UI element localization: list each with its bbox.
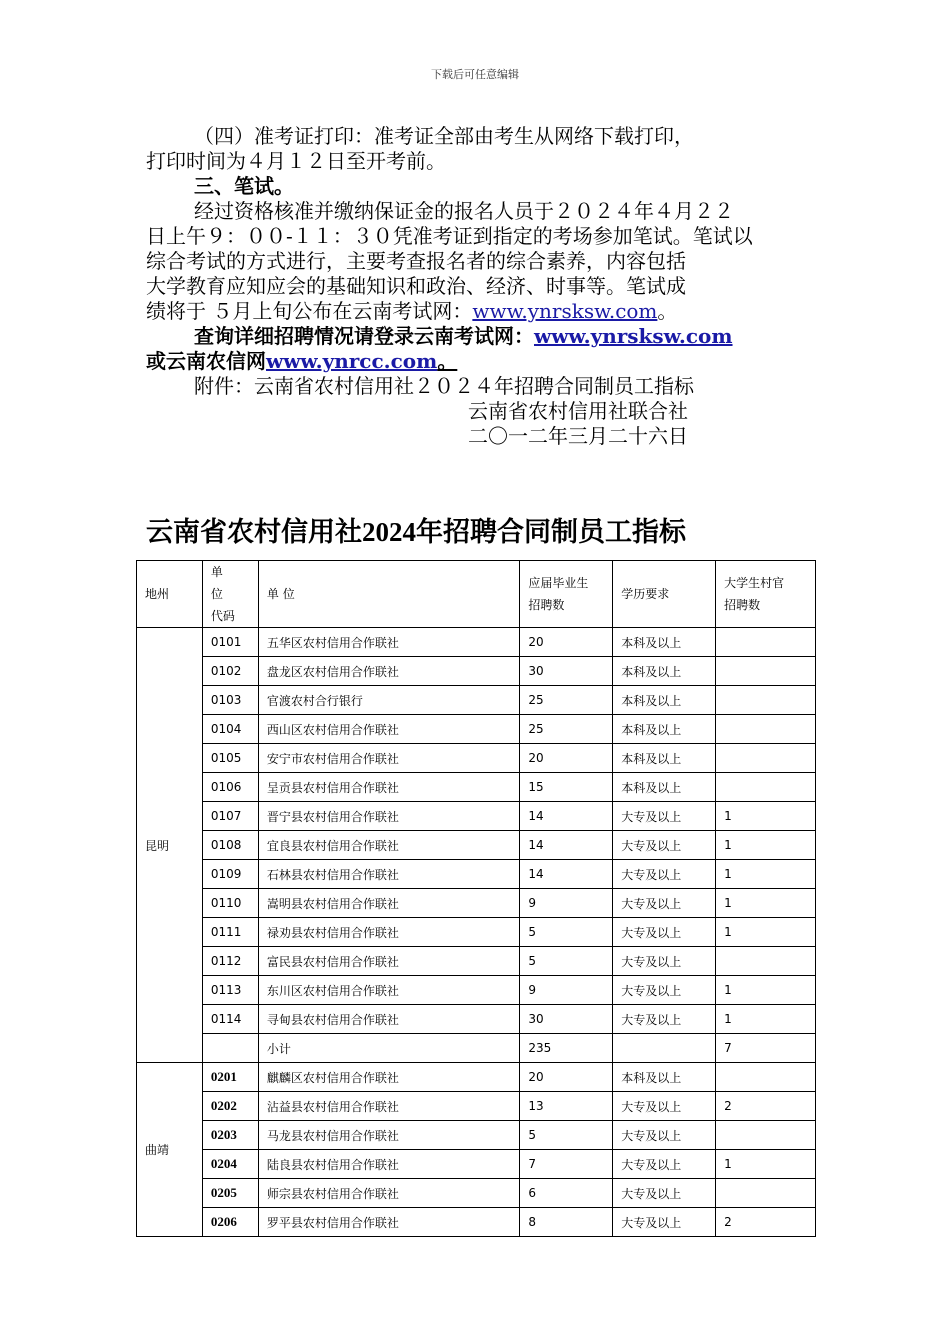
unit-name-cell: 富民县农村信用合作联社 [258,947,520,976]
village-official-count-cell [716,744,816,773]
village-official-count-cell: 1 [716,831,816,860]
unit-name-cell: 马龙县农村信用合作联社 [258,1121,520,1150]
table-row [137,1179,816,1208]
graduates-count-cell: 8 [520,1208,613,1237]
table-row [137,831,816,860]
education-requirement-cell: 大专及以上 [613,918,716,947]
graduates-count-cell: 30 [520,657,613,686]
graduates-count-cell: 25 [520,715,613,744]
village-official-count-cell [716,1179,816,1208]
recruitment-quota-table [136,560,816,1237]
empty-cell [613,1034,716,1063]
unit-code-cell: 0114 [202,1005,258,1034]
query-paragraph-cont [146,349,810,374]
col-header-village-line2: 招聘数 [724,598,761,612]
exam-paragraph-line: 大学教育应知应会的基础知识和政治、经济、时事等。笔试成 [146,274,686,298]
attachment-line: 附件：云南省农村信用社２０２４年招聘合同制员工指标 [194,374,694,398]
village-official-count-cell [716,1121,816,1150]
table-row [137,1092,816,1121]
unit-code-cell: 0206 [202,1208,258,1237]
col-header-grads-line2: 招聘数 [528,598,565,612]
unit-code-cell: 0104 [202,715,258,744]
query-paragraph [146,324,810,349]
query-text: 查询详细招聘情况请登录云南考试网： [194,324,534,348]
ynrsksw-link-2[interactable]: www.ynrsksw.com [534,324,733,348]
village-official-count-cell [716,657,816,686]
unit-name-cell: 嵩明县农村信用合作联社 [258,889,520,918]
unit-name-cell: 沾益县农村信用合作联社 [258,1092,520,1121]
col-header-code-line2: 代码 [210,609,235,623]
graduates-count-cell: 15 [520,773,613,802]
unit-name-cell: 禄劝县农村信用合作联社 [258,918,520,947]
unit-name-cell: 麒麟区农村信用合作联社 [258,1063,520,1092]
query-text-2: 或云南农信网 [146,349,266,373]
unit-code-cell: 0101 [202,628,258,657]
unit-code-cell: 0106 [202,773,258,802]
table-title: 云南省农村信用社2024年招聘合同制员工指标 [146,517,686,547]
unit-code-cell: 0202 [202,1092,258,1121]
education-requirement-cell: 大专及以上 [613,976,716,1005]
education-requirement-cell: 大专及以上 [613,1092,716,1121]
unit-code-cell: 0103 [202,686,258,715]
village-official-count-cell [716,686,816,715]
education-requirement-cell: 大专及以上 [613,802,716,831]
table-row [137,802,816,831]
unit-name-cell: 陆良县农村信用合作联社 [258,1150,520,1179]
education-requirement-cell: 本科及以上 [613,773,716,802]
unit-name-cell: 盘龙区农村信用合作联社 [258,657,520,686]
table-row [137,744,816,773]
graduates-count-cell: 20 [520,628,613,657]
table-row [137,1063,816,1092]
graduates-count-cell: 7 [520,1150,613,1179]
paragraph-admission-ticket-cont: 打印时间为４月１２日至开考前。 [146,149,446,173]
graduates-count-cell: 6 [520,1179,613,1208]
col-header-education: 学历要求 [613,561,716,628]
region-cell: 曲靖 [137,1063,203,1237]
village-official-count-cell: 1 [716,918,816,947]
village-official-count-cell [716,715,816,744]
table-row [137,686,816,715]
exam-results-text: 绩将于 ５月上旬公布在云南考试网： [146,299,473,323]
education-requirement-cell: 大专及以上 [613,1005,716,1034]
col-header-unit: 单 位 [258,561,520,628]
table-body [137,628,816,1237]
unit-code-cell: 0105 [202,744,258,773]
period: 。 [657,299,678,323]
exam-paragraph-line: 日上午９：００-１１：３０凭准考证到指定的考场参加笔试。笔试以 [146,224,753,248]
unit-name-cell: 呈贡县农村信用合作联社 [258,773,520,802]
table-row [137,1005,816,1034]
unit-code-cell: 0112 [202,947,258,976]
section-heading-written-exam: 三、笔试。 [194,174,294,198]
unit-code-cell: 0109 [202,860,258,889]
col-header-grads [520,561,613,628]
education-requirement-cell: 大专及以上 [613,1150,716,1179]
unit-name-cell: 晋宁县农村信用合作联社 [258,802,520,831]
graduates-count-cell: 14 [520,831,613,860]
village-official-count-cell: 1 [716,889,816,918]
table-row [137,773,816,802]
unit-name-cell: 五华区农村信用合作联社 [258,628,520,657]
subtotal-label-cell: 小计 [258,1034,520,1063]
unit-name-cell: 罗平县农村信用合作联社 [258,1208,520,1237]
education-requirement-cell: 大专及以上 [613,860,716,889]
table-row [137,1150,816,1179]
table-row [137,976,816,1005]
unit-code-cell: 0204 [202,1150,258,1179]
unit-name-cell: 东川区农村信用合作联社 [258,976,520,1005]
table-row [137,1208,816,1237]
graduates-count-cell: 5 [520,918,613,947]
col-header-village [716,561,816,628]
unit-code-cell: 0113 [202,976,258,1005]
signature-date: 二〇一二年三月二十六日 [468,424,688,448]
education-requirement-cell: 本科及以上 [613,715,716,744]
village-official-count-cell [716,628,816,657]
table-header-row [137,561,816,628]
subtotal-graduates-cell: 235 [520,1034,613,1063]
ynrsksw-link[interactable]: www.ynrsksw.com [472,299,658,323]
graduates-count-cell: 5 [520,947,613,976]
table-row [137,860,816,889]
table-row [137,628,816,657]
village-official-count-cell: 1 [716,860,816,889]
education-requirement-cell: 大专及以上 [613,1179,716,1208]
period: 。 [437,349,458,373]
table-row [137,657,816,686]
education-requirement-cell: 大专及以上 [613,831,716,860]
unit-name-cell: 官渡农村合行银行 [258,686,520,715]
subtotal-village-cell: 7 [716,1034,816,1063]
unit-code-cell: 0111 [202,918,258,947]
graduates-count-cell: 30 [520,1005,613,1034]
page-header-note: 下载后可任意编辑 [431,68,519,81]
education-requirement-cell: 本科及以上 [613,686,716,715]
graduates-count-cell: 25 [520,686,613,715]
table-row [137,947,816,976]
village-official-count-cell: 1 [716,1150,816,1179]
education-requirement-cell: 本科及以上 [613,1063,716,1092]
region-cell: 昆明 [137,628,203,1063]
empty-cell [202,1034,258,1063]
exam-paragraph-line: 综合考试的方式进行，主要考查报名者的综合素养，内容包括 [146,249,686,273]
unit-name-cell: 石林县农村信用合作联社 [258,860,520,889]
village-official-count-cell: 1 [716,802,816,831]
education-requirement-cell: 本科及以上 [613,744,716,773]
village-official-count-cell [716,947,816,976]
notice-body [146,124,810,449]
village-official-count-cell: 1 [716,976,816,1005]
unit-name-cell: 宜良县农村信用合作联社 [258,831,520,860]
village-official-count-cell: 2 [716,1092,816,1121]
table-row [137,889,816,918]
unit-code-cell: 0102 [202,657,258,686]
graduates-count-cell: 9 [520,976,613,1005]
education-requirement-cell: 大专及以上 [613,1208,716,1237]
signature-organization: 云南省农村信用社联合社 [468,399,688,423]
unit-name-cell: 师宗县农村信用合作联社 [258,1179,520,1208]
ynrcc-link[interactable]: www.ynrcc.com [266,349,438,373]
unit-code-cell: 0110 [202,889,258,918]
col-header-grads-line1: 应届毕业生 [528,576,589,590]
col-header-region: 地州 [137,561,203,628]
paragraph-admission-ticket: （四）准考证打印：准考证全部由考生从网络下载打印， [194,124,694,148]
village-official-count-cell [716,1063,816,1092]
village-official-count-cell: 1 [716,1005,816,1034]
village-official-count-cell [716,773,816,802]
unit-code-cell: 0205 [202,1179,258,1208]
unit-code-cell: 0108 [202,831,258,860]
subtotal-row [137,1034,816,1063]
exam-paragraph-line [146,299,810,324]
education-requirement-cell: 本科及以上 [613,628,716,657]
unit-name-cell: 西山区农村信用合作联社 [258,715,520,744]
table-row [137,715,816,744]
col-header-code-line1: 单 位 [210,565,249,601]
unit-name-cell: 安宁市农村信用合作联社 [258,744,520,773]
graduates-count-cell: 20 [520,1063,613,1092]
unit-name-cell: 寻甸县农村信用合作联社 [258,1005,520,1034]
education-requirement-cell: 大专及以上 [613,1121,716,1150]
unit-code-cell: 0107 [202,802,258,831]
table-row [137,1121,816,1150]
graduates-count-cell: 14 [520,802,613,831]
col-header-village-line1: 大学生村官 [724,576,785,590]
graduates-count-cell: 9 [520,889,613,918]
education-requirement-cell: 本科及以上 [613,657,716,686]
graduates-count-cell: 13 [520,1092,613,1121]
education-requirement-cell: 大专及以上 [613,889,716,918]
graduates-count-cell: 5 [520,1121,613,1150]
exam-paragraph-line: 经过资格核准并缴纳保证金的报名人员于２０２４年４月２２ [194,199,734,223]
unit-code-cell: 0201 [202,1063,258,1092]
col-header-code [202,561,258,628]
graduates-count-cell: 14 [520,860,613,889]
village-official-count-cell: 2 [716,1208,816,1237]
table-row [137,918,816,947]
education-requirement-cell: 大专及以上 [613,947,716,976]
graduates-count-cell: 20 [520,744,613,773]
unit-code-cell: 0203 [202,1121,258,1150]
